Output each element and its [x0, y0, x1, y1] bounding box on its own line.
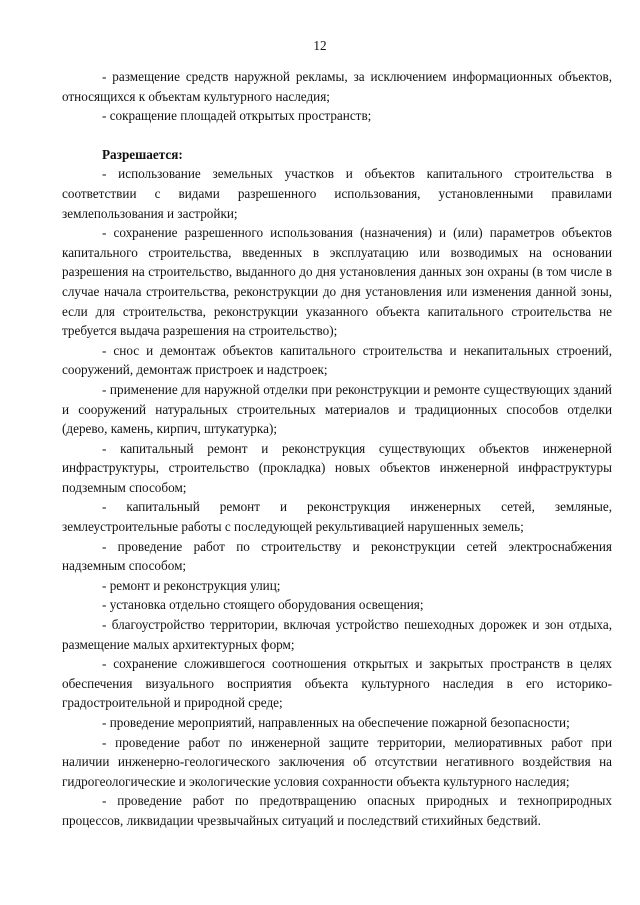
list-item: - проведение работ по строительству и реконструкции сетей электроснабжения надземным способом;: [62, 538, 612, 574]
list-item: - сохранение сложившегося соотношения открытых и закрытых пространств в целях обеспечения визуального восприятия объекта культурного наследия в его историко-градостроительной и природной среде;: [62, 656, 612, 711]
list-item: - размещение средств наружной рекламы, за исключением информационных объектов, относящихся к объектам культурного наследия;: [62, 69, 612, 104]
list-item: - снос и демонтаж объектов капитального строительства и некапитальных строений, сооружений, демонтаж пристроек и надстроек;: [62, 342, 612, 378]
list-item: - ремонт и реконструкция улиц;: [102, 577, 281, 593]
list-item: - применение для наружной отделки при реконструкции и ремонте существующих зданий и сооружений натуральных строительных материалов и традиционных способов отделки (дерево, камень, кирпич, штукатурка);: [62, 381, 612, 437]
list-item: - капитальный ремонт и реконструкция инженерных сетей, земляные, землеустроительные работы с последующей рекультивацией нарушенных земель;: [62, 499, 612, 535]
document-body: [62, 67, 612, 831]
list-item: - капитальный ремонт и реконструкция существующих объектов инженерной инфраструктуры, строительство (прокладка) новых объектов инженерной инфраструктуры подземным способом;: [62, 440, 612, 495]
list-item: - сохранение разрешенного использования (назначения) и (или) параметров объектов капитального строительства, введенных в эксплуатацию или возводимых на основании разрешения на строительство, выданного до дня установления данных зон охраны (в том числе в случае начала строительства, реконструкции до дня установления или изменения данной зоны, если для строительства, реконструкции указанного объекта капитального строительства не требуется выдача разрешения на строительство);: [62, 225, 612, 339]
list-item: - проведение работ по предотвращению опасных природных и технoприродных процессов, ликвидации чрезвычайных ситуаций и последствий стихийных бедствий.: [62, 793, 612, 828]
list-item: - использование земельных участков и объектов капитального строительства в соответствии с видами разрешенного использования, установленными правилами землепользования и застройки;: [62, 166, 612, 221]
list-item: - благоустройство территории, включая устройство пешеходных дорожек и зон отдыха, размещение малых архитектурных форм;: [62, 617, 612, 652]
list-item: - сокращение площадей открытых пространств;: [102, 108, 372, 124]
list-item: - проведение работ по инженерной защите территории, мелиоративных работ при наличии инженерно-геологического заключения об отсутствии негативного воздействия на гидрогеологические и экологические условия сохранности объекта культурного наследия;: [62, 734, 612, 789]
section-heading: Разрешается:: [102, 146, 183, 162]
list-item: - проведение мероприятий, направленных на обеспечение пожарной безопасности;: [102, 715, 570, 730]
list-item: - установка отдельно стоящего оборудования освещения;: [102, 597, 424, 613]
page-number: 12: [313, 38, 327, 53]
